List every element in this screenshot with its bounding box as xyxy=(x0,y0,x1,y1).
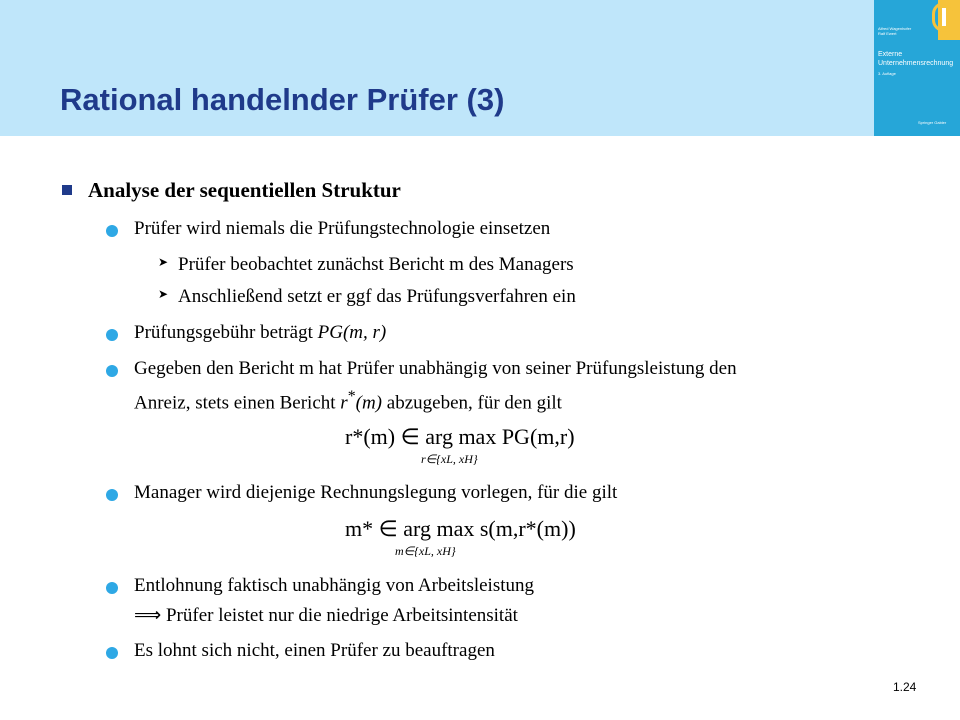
math-expression: PG(m, r) xyxy=(317,322,387,343)
book-authors xyxy=(878,26,911,36)
sub-bullet-text: Anschließend setzt er ggf das Prüfungsverfahren ein xyxy=(178,286,576,307)
book-author-1: Alfred Wagenhofer xyxy=(878,26,912,31)
math-star: * xyxy=(347,388,356,405)
circle-bullet-icon xyxy=(106,582,118,594)
bullet-text-part: Anreiz, stets einen Bericht xyxy=(134,392,341,414)
bullet-text-part: Prüfungsgebühr beträgt xyxy=(134,322,318,343)
formula-m-star xyxy=(345,516,576,558)
bullet-text xyxy=(134,388,562,414)
arrow-bullet-icon: ➤ xyxy=(158,255,169,269)
formula-r-star xyxy=(345,424,575,466)
sub-bullet-text: Prüfer beobachtet zunächst Bericht m des Managers xyxy=(178,254,574,275)
circle-bullet-icon xyxy=(106,489,118,501)
book-publisher: Springer Gabler xyxy=(918,120,947,125)
book-logo-bar xyxy=(942,8,946,26)
book-cover-image xyxy=(874,0,960,136)
circle-bullet-icon xyxy=(106,225,118,237)
formula-main: r*(m) ∈ arg max PG(m,r) xyxy=(345,424,575,449)
book-edition: 3. Auflage xyxy=(878,71,896,76)
book-title-line-2: Unternehmensrechnung xyxy=(878,60,954,67)
formula-subscript: r∈{xL, xH} xyxy=(421,452,478,466)
heading-text: Analyse der sequentiellen Struktur xyxy=(88,178,401,202)
bullet-text xyxy=(134,322,386,344)
bullet-text: Manager wird diejenige Rechnungslegung vorlegen, für die gilt xyxy=(134,482,618,503)
circle-bullet-icon xyxy=(106,329,118,341)
bullet-text-part: abzugeben, für den gilt xyxy=(382,392,562,414)
bullet-text: ⟹ Prüfer leistet nur die niedrige Arbeitsintensität xyxy=(134,605,518,626)
book-title xyxy=(878,50,953,68)
book-author-2: Ralf Ewert xyxy=(878,31,897,36)
slide-title: Rational handelnder Prüfer (3) xyxy=(60,82,505,117)
book-title-line-1: Externe xyxy=(878,51,903,58)
formula-main: m* ∈ arg max s(m,r*(m)) xyxy=(345,516,576,541)
bullet-text: Entlohnung faktisch unabhängig von Arbeitsleistung xyxy=(134,575,535,596)
bullet-text: Gegeben den Bericht m hat Prüfer unabhängig von seiner Prüfungsleistung den xyxy=(134,358,737,379)
math-m: (m) xyxy=(355,392,383,414)
square-bullet-icon xyxy=(62,185,72,195)
page-number: 1.24 xyxy=(893,680,917,694)
math-r: r xyxy=(340,392,348,414)
arrow-bullet-icon: ➤ xyxy=(158,287,169,301)
circle-bullet-icon xyxy=(106,647,118,659)
bullet-text: Es lohnt sich nicht, einen Prüfer zu beauftragen xyxy=(134,640,495,661)
formula-subscript: m∈{xL, xH} xyxy=(395,544,456,558)
bullet-text: Prüfer wird niemals die Prüfungstechnologie einsetzen xyxy=(134,218,551,239)
circle-bullet-icon xyxy=(106,365,118,377)
